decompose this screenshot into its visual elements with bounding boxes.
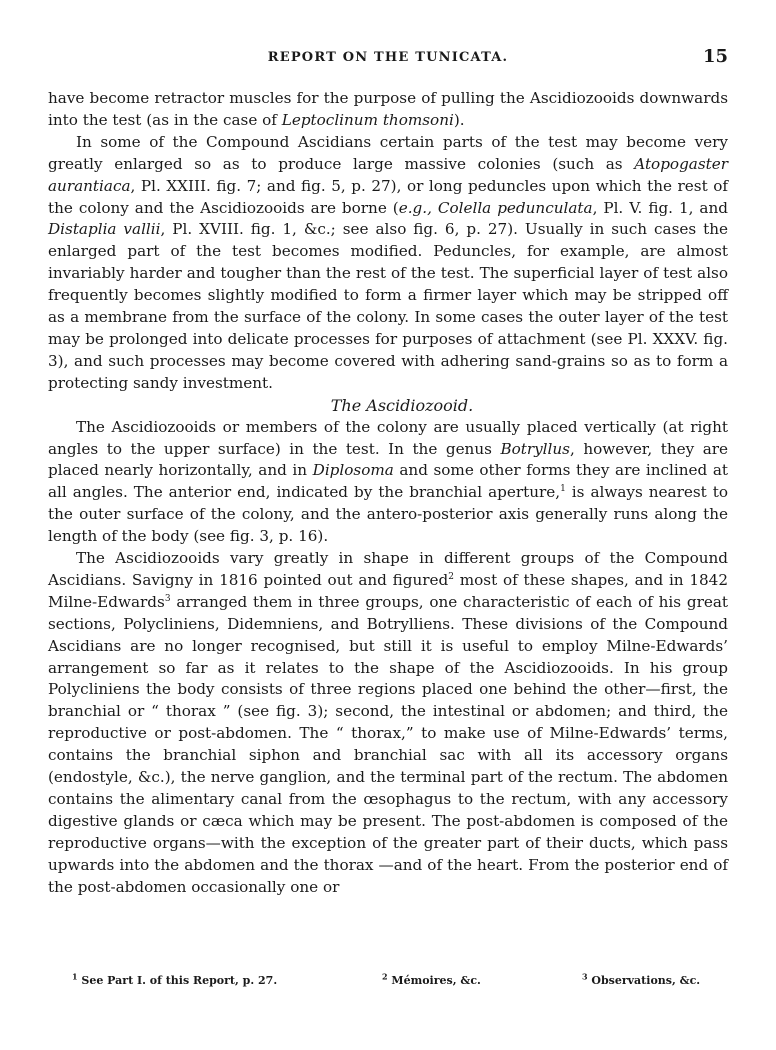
footnote: $^3$ Observations, &c. [582,971,701,987]
body-text [48,88,728,899]
genus-name: Botryllus [500,439,570,458]
section-heading: The Ascidiozooid. [330,395,474,415]
paragraph-test-enlargement: In some of the Compound Ascidians certain parts of the test may become very greatly enlarged so as to produce large massive colonies (such as Atopogaster aurantiaca, Pl. XXIII. fig. 7; and fig. 5, p. 27), or long peduncles upon which the rest of the colony and the Ascidiozooids are borne (e.g., Colella pedunculata, Pl. V. fig. 1, and Distaplia vallii, Pl. XVIII. fig. 1, &c.; see also fig. 6, p. 27). Usually in such cases the enlarged part of the test becomes modified. Peduncles, for example, are almost invariably harder and tougher than the rest of the test. The superficial layer of test also frequently becomes slightly modified to form a firmer layer which may be stripped off as a membrane from the surface of the colony. In some cases the outer layer of the test may be prolonged into delicate processes for purposes of attachment (see Pl. XXXV. fig. 3), and such processes may become covered with adhering sand-grains so as to form a protecting sandy investment. [48,132,729,392]
species-name: Atopogaster aurantiaca [48,154,728,195]
genus-name: Diplosoma [312,461,394,480]
paragraph-continuation: have become retractor muscles for the purpose of pulling the Ascidiozooids downwards into the test (as in the case of Leptoclinum thomsoni). [48,89,728,129]
species-name: Distaplia vallii [48,220,161,239]
species-name: e.g., Colella pedunculata [398,198,593,217]
page-number: 15 [702,46,728,67]
footnote-ref: 2 [448,571,454,582]
footnotes [72,971,712,992]
species-name: Leptoclinum thomsoni [281,110,454,129]
running-title: REPORT ON THE TUNICATA. [267,50,509,65]
running-head [48,44,728,74]
footnote: $^2$ Mémoires, &c. [382,971,481,987]
footnote: $^1$ See Part I. of this Report, p. 27. [72,971,278,987]
footnote-ref: 3 [164,593,171,604]
footnote-ref: 1 [560,484,566,495]
paragraph-orientation: The Ascidiozooids or members of the colony are usually placed vertically (at right angles to the upper surface) in the test. In the genus Botryllus, however, they are placed nearly horizontally, and in Diplosoma and some other forms they are inclined at all angles. The anterior end, indicated by the branchial aperture,$^1$ is always nearest to the outer surface of the colony, and the antero-posterior axis generally runs along the length of the body (see fig. 3, p. 16). [48,417,729,546]
paragraph-shape: The Ascidiozooids vary greatly in shape in different groups of the Compound Ascidians. Savigny in 1816 pointed out and figured$^2$ most of these shapes, and in 1842 Milne-Edwards$^3$ arranged them in three groups, one characteristic of each of his great sections, Polycliniens, Didemniens, and Botrylliens. These divisions of the Compound Ascidians are no longer recognised, but still it is useful to employ Milne-Edwards’ arrangement so far as it relates to the shape of the Ascidiozooids. In his group Polycliniens the body consists of three regions placed one behind the other—first, the branchial or “ thorax ” (see fig. 3); second, the intestinal or abdomen; and third, the reproductive or post-abdomen. The “ thorax,” to make use of Milne-Edwards’ terms, contains the branchial siphon and branchial sac with all its accessory organs (endostyle, &c.), the nerve ganglion, and the terminal part of the rectum. The abdomen contains the alimentary canal from the œsophagus to the rectum, with any accessory digestive glands or cæca which may be present. The post-abdomen is composed of the reproductive organs—with the exception of the greater part of their ducts, which pass upwards into the abdomen and the thorax —and of the heart. From the posterior end of the post-abdomen occasionally one or [48,549,728,896]
